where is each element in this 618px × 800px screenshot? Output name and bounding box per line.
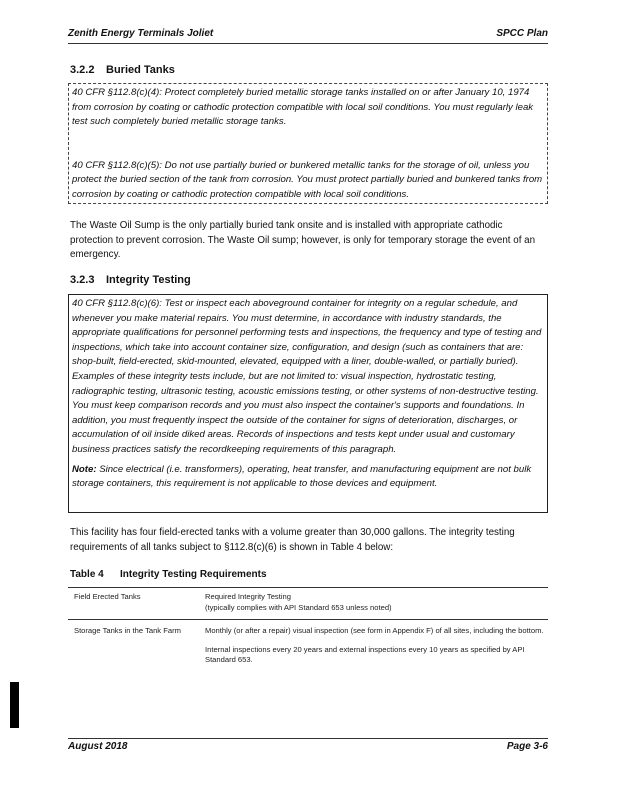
section-title: Buried Tanks [106, 64, 175, 76]
scan-artifact [10, 682, 19, 728]
table-number: Table 4 [70, 569, 104, 580]
table-header-cell: Field Erected Tanks [74, 592, 141, 601]
footer-page-number: Page 3-6 [506, 741, 548, 752]
note-text: Since electrical (i.e. transformers), operating, heat transfer, and manufacturing equipment are not bulk storage containers, this requirement is not applicable to those devices and equipment. [72, 463, 532, 490]
regulation-box-buried [68, 83, 548, 204]
regulation-text-112-8-c-4: 40 CFR §112.8(c)(4): Protect completely buried metallic storage tanks installed on or after January 10, 1974 from corrosion by coating or cathodic protection compatible with local soil conditions. You must regularly leak test such completely buried metallic storage tanks. [72, 87, 534, 128]
regulation-box-integrity [68, 294, 548, 513]
table-cell: Monthly (or after a repair) visual inspection (see form in Appendix F) of all sites, including the bottom. Internal inspections every 20 years and external inspections every 10 years as specified by API Standard 653. [205, 626, 544, 664]
table-header-cell: Required Integrity Testing (typically complies with API Standard 653 unless noted) [205, 592, 392, 612]
footer-date: August 2018 [68, 741, 128, 752]
buried-tanks-paragraph: The Waste Oil Sump is the only partially buried tank onsite and is installed with appropriate cathodic protection to prevent corrosion. The Waste Oil sump; however, is only for temporary storage the event of an emergency. [70, 220, 536, 261]
section-number: 3.2.3 [70, 274, 95, 286]
note-label: Note: [72, 463, 97, 475]
header-rule [68, 43, 548, 44]
section-heading-integrity-testing [70, 274, 191, 286]
table-caption [70, 569, 267, 580]
table-row [68, 620, 548, 678]
integrity-testing-paragraph: This facility has four field-erected tanks with a volume greater than 30,000 gallons. The integrity testing requirements of all tanks subject to §112.8(c)(6) is shown in Table 4 below: [70, 527, 515, 553]
integrity-testing-table [68, 587, 548, 678]
section-title: Integrity Testing [106, 274, 191, 286]
table-header-row [68, 588, 548, 619]
regulation-text-112-8-c-6: 40 CFR §112.8(c)(6): Test or inspect each aboveground container for integrity on a regular schedule, and whenever you make material repairs. You must determine, in accordance with industry standards, the appropriate qualifications for personnel performing tests and inspections, the frequency and type of testing and inspections, which take into account container size, configuration, and design (such as containers that are: shop-built, field-erected, skid-mounted, elevated, equipped with a liner, double-walled, or partially buried). Examples of these integrity tests include, but are not limited to: visual inspection, hydrostatic testing, radiographic testing, ultrasonic testing, acoustic emissions testing, or other systems of non-destructive testing. You must keep comparison records and you must also inspect the container's supports and foundations. In addition, you must frequently inspect the outside of the container for signs of deterioration, discharges, or accumulation of oil inside diked areas. Records of inspections and tests kept under usual and customary business practices satisfy the recordkeeping requirements of this paragraph. [72, 298, 542, 455]
footer-rule [68, 738, 548, 739]
regulation-note [72, 463, 544, 492]
table-title: Integrity Testing Requirements [120, 569, 267, 580]
header-doc-title: SPCC Plan [496, 28, 548, 39]
regulation-text-112-8-c-5: 40 CFR §112.8(c)(5): Do not use partially buried or bunkered metallic tanks for the storage of oil, unless you protect the buried section of the tank from corrosion. You must protect partially buried and bunkered tanks from corrosion by coating or cathodic protection compatible with local soil conditions. [72, 159, 543, 200]
page-header [68, 28, 548, 44]
section-heading-buried-tanks [70, 64, 175, 76]
header-company: Zenith Energy Terminals Joliet [68, 28, 214, 39]
section-number: 3.2.2 [70, 64, 95, 76]
table-cell: Storage Tanks in the Tank Farm [74, 626, 181, 635]
